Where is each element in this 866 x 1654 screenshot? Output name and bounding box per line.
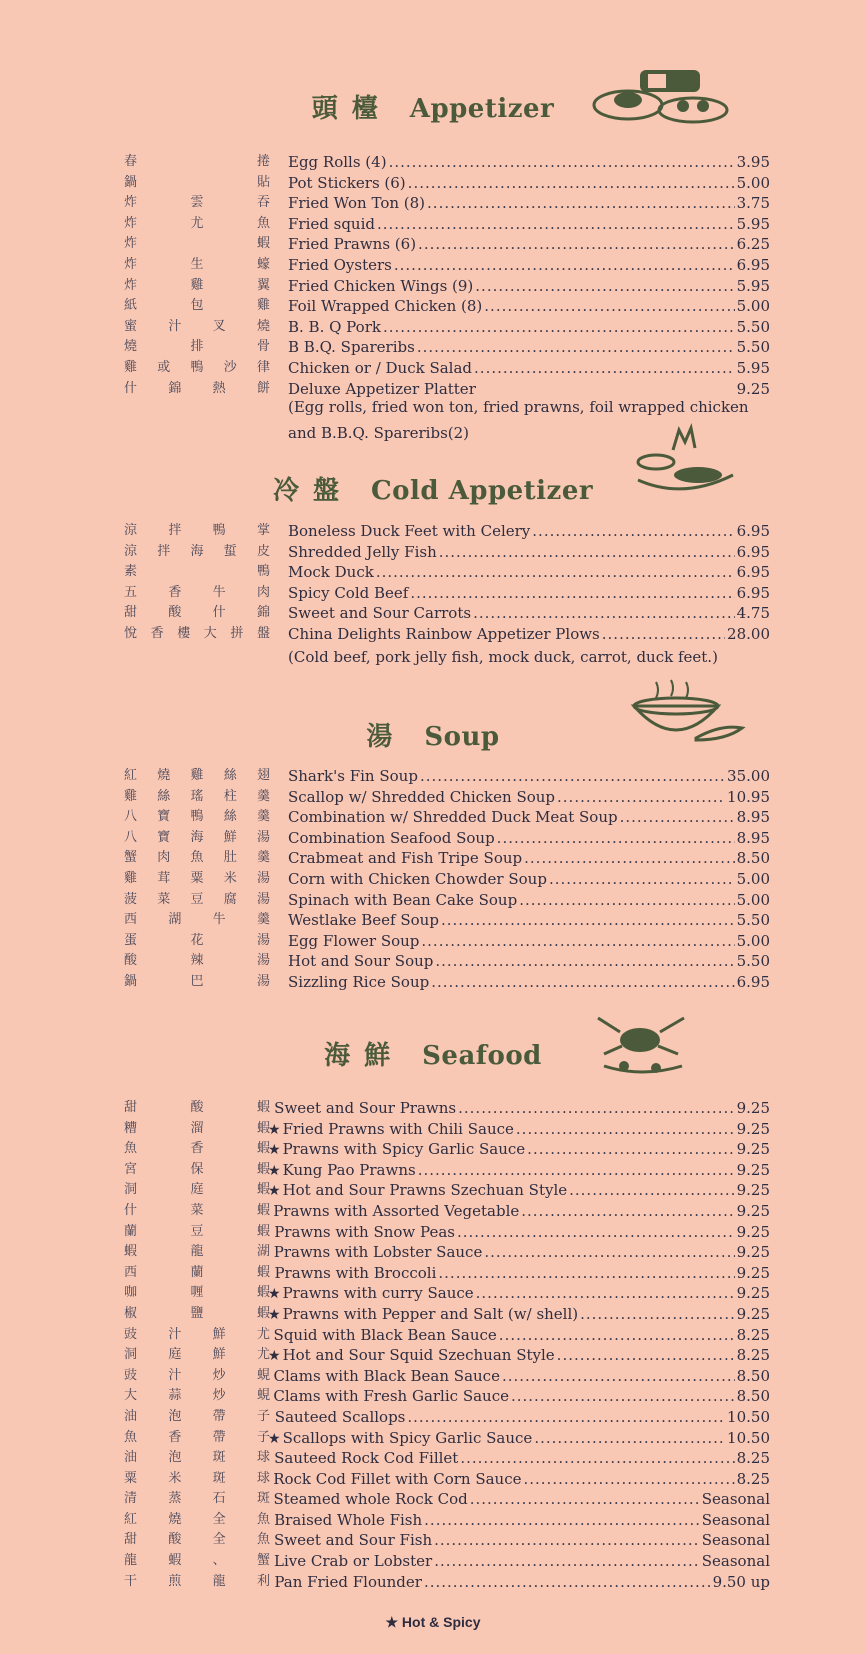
item-zh: 鍋 貼 — [124, 174, 270, 190]
item-price: 9.25 — [736, 379, 770, 398]
menu-item — [0, 1242, 866, 1263]
menu-item — [0, 1119, 866, 1140]
cold-title-en: Cold Appetizer — [370, 476, 594, 506]
item-price: 8.50 — [736, 849, 770, 868]
item-zh: 悅 香 樓 大 拼 盤 — [124, 625, 270, 641]
item-price: 6.95 — [736, 972, 770, 991]
item-name: Corn with Chicken Chowder Soup — [288, 869, 547, 888]
hot-spicy-star: ★ — [268, 1286, 281, 1303]
item-price: 10.50 — [727, 1428, 770, 1447]
item-zh: 糟 溜 蝦 — [124, 1120, 270, 1136]
menu-item — [0, 193, 866, 214]
item-zh: 五 香 牛 肉 — [124, 584, 270, 600]
seafood-title — [0, 1035, 866, 1072]
item-name: Sweet and Sour Prawns — [274, 1099, 457, 1117]
item-zh: 燒 排 骨 — [124, 339, 270, 355]
item-zh: 什 菜 蝦 — [124, 1202, 270, 1218]
menu-item — [0, 521, 866, 542]
menu-item — [0, 1304, 866, 1325]
item-name: Shark's Fin Soup — [288, 767, 418, 785]
item-zh: 紅 燒 雞 絲 翅 — [124, 768, 270, 783]
item-name: Hot and Sour Soup — [288, 952, 434, 971]
item-name: Hot and Sour Squid Szechuan Style — [282, 1346, 555, 1365]
item-zh: 炸 尤 魚 — [124, 215, 270, 231]
menu-item — [0, 152, 866, 173]
item-name: B. B. Q Pork — [288, 317, 381, 336]
menu-item — [0, 1325, 866, 1346]
item-name: Combination w/ Shredded Duck Meat Soup — [288, 808, 618, 827]
item-price: 6.95 — [736, 522, 770, 540]
item-name: Combination Seafood Soup — [288, 828, 495, 847]
menu-item — [0, 583, 866, 604]
item-zh: 鍋 巴 湯 — [124, 973, 270, 989]
item-zh: 干 煎 龍 利 — [124, 1573, 270, 1589]
item-price: 8.25 — [736, 1346, 770, 1365]
menu-item — [0, 1530, 866, 1551]
item-zh: 雞 絲 瑤 柱 羹 — [124, 788, 270, 804]
item-name: Scallops with Spicy Garlic Sauce — [282, 1428, 533, 1447]
item-name: Live Crab or Lobster — [274, 1552, 433, 1571]
seafood-title-zh: 海鮮 — [324, 1041, 405, 1071]
menu-item — [0, 1551, 866, 1572]
item-zh: 蛋 花 湯 — [124, 932, 270, 948]
item-name: Pan Fried Flounder — [274, 1572, 422, 1591]
item-price: 10.95 — [727, 787, 770, 806]
item-zh: 炸 雲 吞 — [124, 195, 270, 211]
item-price: 5.00 — [736, 931, 770, 950]
item-zh: 菠 菜 豆 腐 湯 — [124, 891, 270, 907]
cold-platter-note: (Cold beef, pork jelly fish, mock duck, carrot, duck feet.) — [288, 648, 718, 666]
menu-item — [0, 1386, 866, 1407]
item-price: 8.95 — [736, 828, 770, 847]
item-name: Sizzling Rice Soup — [288, 972, 430, 991]
item-name: Fried Prawns (6) — [288, 235, 417, 254]
item-zh: 龍 蝦 、 蟹 — [124, 1553, 270, 1569]
item-name: Scallop w/ Shredded Chicken Soup — [288, 787, 556, 806]
item-name: Spicy Cold Beef — [288, 583, 409, 602]
menu-item — [0, 972, 866, 993]
item-zh: 蟹 肉 魚 肚 羹 — [124, 850, 270, 866]
item-price: 8.25 — [736, 1325, 770, 1344]
menu-item — [0, 1263, 866, 1284]
cold-appetizer-list — [0, 521, 866, 645]
item-zh: 什 錦 熱 餅 — [124, 380, 270, 396]
item-zh: 紙 包 雞 — [124, 298, 270, 314]
item-name: Prawns with Broccoli — [274, 1263, 437, 1282]
menu-item — [0, 1572, 866, 1593]
item-price: 9.25 — [736, 1181, 770, 1200]
item-zh: 雞 茸 粟 米 湯 — [124, 870, 270, 886]
menu-item — [0, 542, 866, 563]
menu-item — [0, 1160, 866, 1181]
item-zh: 咖 喱 蝦 — [124, 1285, 270, 1301]
item-name: Egg Rolls (4) — [288, 153, 387, 171]
item-name: Fried Won Ton (8) — [288, 194, 426, 213]
menu-item — [0, 173, 866, 194]
appetizer-list — [0, 152, 866, 399]
item-price: 5.00 — [736, 173, 770, 192]
item-zh: 八 寶 鴨 絲 羹 — [124, 809, 270, 825]
item-zh: 大 蒜 炒 蜆 — [124, 1388, 270, 1404]
item-price: 5.50 — [736, 317, 770, 336]
item-zh: 清 蒸 石 斑 — [124, 1491, 270, 1507]
item-zh: 西 蘭 蝦 — [124, 1264, 270, 1280]
menu-item — [0, 1283, 866, 1304]
item-name: Sauteed Rock Cod Fillet — [274, 1449, 459, 1468]
item-zh: 紅 燒 全 魚 — [124, 1511, 270, 1527]
menu-item — [0, 1469, 866, 1490]
item-zh: 炸 生 蠔 — [124, 256, 270, 272]
item-zh: 宮 保 蝦 — [124, 1161, 270, 1177]
item-price: 35.00 — [727, 767, 770, 785]
item-price: 9.25 — [736, 1263, 770, 1282]
item-zh: 油 泡 斑 球 — [124, 1450, 270, 1466]
item-zh: 春 捲 — [124, 154, 270, 169]
appetizer-title-zh: 頭檯 — [311, 94, 392, 124]
item-zh: 豉 汁 炒 蜆 — [124, 1367, 270, 1383]
item-name: Deluxe Appetizer Platter — [288, 379, 476, 398]
item-zh: 甜 酸 什 錦 — [124, 605, 270, 621]
menu-item — [0, 1098, 866, 1119]
menu-item — [0, 624, 866, 645]
item-name: Prawns with Pepper and Salt (w/ shell) — [282, 1304, 579, 1323]
menu-item — [0, 890, 866, 911]
menu-item — [0, 910, 866, 931]
item-zh: 甜 酸 全 魚 — [124, 1532, 270, 1548]
item-name: Squid with Black Bean Sauce — [273, 1325, 497, 1344]
item-price: 5.50 — [736, 911, 770, 930]
item-zh: 炸 雞 翼 — [124, 277, 270, 293]
item-name: Egg Flower Soup — [288, 931, 420, 950]
appetizer-plate-icon — [588, 60, 733, 130]
item-name: B B.Q. Spareribs — [288, 338, 415, 357]
menu-item — [0, 1366, 866, 1387]
item-zh: 洞 庭 鮮 尤 — [124, 1347, 270, 1363]
hot-spicy-legend: ★ Hot & Spicy — [385, 1614, 481, 1630]
menu-item — [0, 1222, 866, 1243]
item-price: Seasonal — [701, 1552, 770, 1571]
cold-dish-icon — [628, 420, 740, 510]
item-name: Foil Wrapped Chicken (8) — [288, 297, 483, 316]
item-name: Clams with Black Bean Sauce — [273, 1366, 500, 1385]
soup-list — [0, 766, 866, 993]
item-zh: 酸 辣 湯 — [124, 953, 270, 969]
item-name: Shredded Jelly Fish — [288, 542, 437, 561]
menu-item — [0, 358, 866, 379]
seafood-title-en: Seafood — [422, 1041, 542, 1071]
item-price: 8.50 — [736, 1387, 770, 1406]
item-price: 10.50 — [727, 1407, 770, 1426]
item-zh: 西 湖 牛 羹 — [124, 912, 270, 928]
item-price: 5.95 — [736, 276, 770, 295]
item-zh: 蘭 豆 蝦 — [124, 1223, 270, 1239]
item-name: Prawns with Spicy Garlic Sauce — [282, 1140, 526, 1159]
appetizer-platter-note-1: (Egg rolls, fried won ton, fried prawns, foil wrapped chicken — [288, 398, 749, 416]
item-price: 28.00 — [727, 624, 770, 643]
item-name: Boneless Duck Feet with Celery — [288, 522, 531, 540]
hot-spicy-star: ★ — [268, 1162, 281, 1179]
hot-spicy-star: ★ — [268, 1306, 281, 1323]
item-zh: 蝦 龍 湖 — [124, 1244, 270, 1260]
item-price: 5.50 — [736, 952, 770, 971]
menu-item — [0, 1345, 866, 1366]
item-price: 6.95 — [736, 583, 770, 602]
item-zh: 椒 鹽 蝦 — [124, 1305, 270, 1321]
item-price: Seasonal — [701, 1490, 770, 1509]
item-name: Westlake Beef Soup — [288, 911, 439, 930]
item-price: 6.25 — [736, 235, 770, 254]
menu-item — [0, 255, 866, 276]
item-price: 5.95 — [736, 358, 770, 377]
menu-item — [0, 562, 866, 583]
menu-item — [0, 1428, 866, 1449]
menu-item — [0, 337, 866, 358]
item-zh: 雞 或 鴨 沙 律 — [124, 359, 270, 375]
item-price: 5.00 — [736, 890, 770, 909]
menu-item — [0, 807, 866, 828]
item-price: 8.25 — [736, 1469, 770, 1488]
item-price: 9.25 — [736, 1304, 770, 1323]
item-price: 9.25 — [736, 1284, 770, 1303]
item-price: 8.25 — [736, 1449, 770, 1468]
item-price: 9.25 — [736, 1140, 770, 1159]
item-price: Seasonal — [701, 1510, 770, 1529]
item-zh: 油 泡 帶 子 — [124, 1408, 270, 1424]
item-name: Steamed whole Rock Cod — [273, 1490, 468, 1509]
item-name: Chicken or / Duck Salad — [288, 358, 473, 377]
item-name: Fried Oysters — [288, 255, 392, 274]
item-name: Prawns with Snow Peas — [274, 1222, 455, 1241]
menu-item — [0, 1489, 866, 1510]
item-price: 3.95 — [736, 153, 770, 171]
item-price: 9.25 — [736, 1243, 770, 1262]
seafood-list — [0, 1098, 866, 1592]
item-price: 9.25 — [736, 1222, 770, 1241]
item-name: Spinach with Bean Cake Soup — [288, 890, 518, 909]
item-zh: 涼 拌 海 蜇 皮 — [124, 543, 270, 559]
item-zh: 蜜 汁 叉 燒 — [124, 318, 270, 334]
hot-spicy-star: ★ — [268, 1183, 281, 1200]
menu-item — [0, 296, 866, 317]
menu-item — [0, 766, 866, 787]
menu-item — [0, 1448, 866, 1469]
menu-item — [0, 931, 866, 952]
item-name: Clams with Fresh Garlic Sauce — [273, 1387, 509, 1406]
item-zh: 洞 庭 蝦 — [124, 1182, 270, 1198]
item-price: 8.95 — [736, 808, 770, 827]
item-price: 5.95 — [736, 214, 770, 233]
menu-item — [0, 951, 866, 972]
item-zh: 素 鴨 — [124, 564, 270, 580]
appetizer-platter-note-2: and B.B.Q. Spareribs(2) — [288, 424, 470, 442]
item-name: Kung Pao Prawns — [282, 1160, 416, 1179]
item-price: 9.25 — [736, 1119, 770, 1138]
hot-spicy-star: ★ — [268, 1348, 281, 1365]
item-name: Fried Chicken Wings (9) — [288, 276, 474, 295]
menu-item — [0, 234, 866, 255]
menu-item — [0, 1139, 866, 1160]
item-price: 5.00 — [736, 297, 770, 316]
menu-item — [0, 1201, 866, 1222]
item-price: 4.75 — [736, 604, 770, 623]
item-price: 6.95 — [736, 255, 770, 274]
soup-bowl-icon — [626, 676, 746, 752]
item-zh: 魚 香 蝦 — [124, 1141, 270, 1157]
item-price: Seasonal — [701, 1531, 770, 1550]
menu-item — [0, 276, 866, 297]
item-zh: 豉 汁 鮮 尤 — [124, 1326, 270, 1342]
item-price: 9.25 — [736, 1201, 770, 1220]
item-name: Braised Whole Fish — [274, 1510, 423, 1529]
item-price: 3.75 — [736, 194, 770, 213]
item-name: Fried squid — [288, 214, 375, 233]
appetizer-title — [0, 88, 866, 125]
item-price: 5.00 — [736, 869, 770, 888]
item-name: China Delights Rainbow Appetizer Plows — [288, 624, 600, 643]
item-price: 9.25 — [736, 1099, 770, 1117]
menu-item — [0, 603, 866, 624]
item-zh: 炸 蝦 — [124, 236, 270, 252]
menu-item — [0, 848, 866, 869]
item-name: Crabmeat and Fish Tripe Soup — [288, 849, 523, 868]
item-name: Mock Duck — [288, 563, 374, 582]
item-name: Prawns with curry Sauce — [282, 1284, 474, 1303]
item-price: 8.50 — [736, 1366, 770, 1385]
item-name: Sauteed Scallops — [274, 1407, 406, 1426]
soup-title-zh: 湯 — [366, 722, 407, 752]
menu-item — [0, 317, 866, 338]
item-name: Pot Stickers (6) — [288, 173, 406, 192]
cold-title-zh: 冷盤 — [272, 476, 353, 506]
menu-item — [0, 1510, 866, 1531]
menu-item — [0, 1407, 866, 1428]
item-name: Fried Prawns with Chili Sauce — [282, 1119, 514, 1138]
item-zh: 魚 香 帶 子 — [124, 1429, 270, 1445]
item-name: Hot and Sour Prawns Szechuan Style — [282, 1181, 568, 1200]
seafood-icon — [594, 1012, 690, 1080]
item-price: 6.95 — [736, 542, 770, 561]
hot-spicy-star: ★ — [268, 1142, 281, 1159]
item-price: 9.50 up — [712, 1572, 770, 1591]
menu-item — [0, 1180, 866, 1201]
item-price: 6.95 — [736, 563, 770, 582]
item-name: Sweet and Sour Fish — [274, 1531, 433, 1550]
appetizer-title-en: Appetizer — [409, 94, 555, 124]
hot-spicy-star: ★ — [268, 1430, 281, 1447]
menu-item — [0, 214, 866, 235]
item-zh: 粟 米 斑 球 — [124, 1470, 270, 1486]
item-zh: 八 寶 海 鮮 湯 — [124, 829, 270, 845]
item-name: Sweet and Sour Carrots — [288, 604, 472, 623]
hot-spicy-star: ★ — [268, 1121, 281, 1138]
item-zh: 涼 拌 鴨 掌 — [124, 523, 270, 538]
menu-item — [0, 828, 866, 849]
item-name: Prawns with Lobster Sauce — [273, 1243, 483, 1262]
item-name: Prawns with Assorted Vegetable — [273, 1201, 520, 1220]
item-price: 9.25 — [736, 1160, 770, 1179]
item-price: 5.50 — [736, 338, 770, 357]
soup-title-en: Soup — [424, 722, 500, 752]
menu-item — [0, 869, 866, 890]
menu-item — [0, 787, 866, 808]
item-name: Rock Cod Fillet with Corn Sauce — [273, 1469, 522, 1488]
item-zh: 甜 酸 蝦 — [124, 1100, 270, 1115]
